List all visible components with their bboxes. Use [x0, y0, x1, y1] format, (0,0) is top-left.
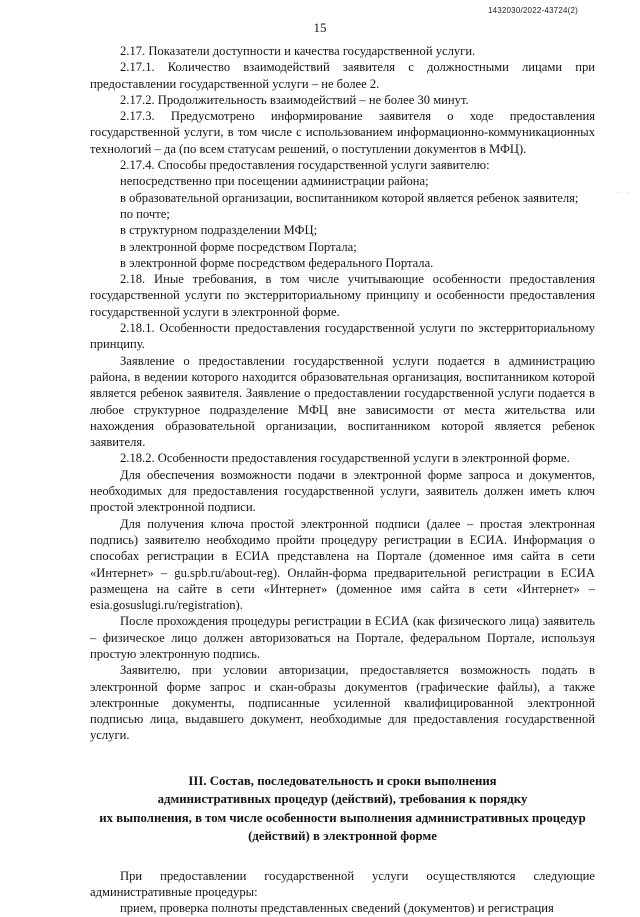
section-heading [90, 772, 595, 846]
paragraph-text: Заявление о предоставлении государственной услуги подается в администрацию района, в ведении которого находится образовательная организация, воспитанником которой является ребенок заявителя. Заявление о предоставлении государственной услуги подается в любое структурное подразделение МФЦ вне зависимости от места жительства или нахождения образовательной организации, воспитанником которой является ребенок заявителя. [90, 353, 595, 450]
margin-mark: ·· · [615, 188, 630, 197]
heading-line: их выполнения, в том числе особенности выполнения административных процедур [99, 810, 586, 825]
list-item: непосредственно при посещении администрации района; [120, 174, 429, 189]
paragraph-text: Для получения ключа простой электронной подписи (далее – простая электронная подпись) заявителю необходимо пройти процедуру регистрации в ЕСИА. Информация о способах регистрации в ЕСИА представлена на Портале (доменное имя сайта в сети «Интернет» – gu.spb.ru/about-reg). Онлайн-форма предварительной регистрации в ЕСИА размещена на сайте в сети «Интернет» (доменное имя сайта в сети «Интернет» – esia.gosuslugi.ru/registration). [90, 516, 595, 613]
paragraph-text: Для обеспечения возможности подачи в электронной форме запроса и документов, необходимых для предоставления государственной услуги, заявитель должен иметь ключ простой электронной подписи. [90, 467, 595, 515]
document-body [90, 43, 595, 917]
paragraph-2-18: 2.18. Иные требования, в том числе учитывающие особенности предоставления государственной услуги по экстерриториальному принципу и особенности предоставления государственной услуги в электронной форме. [90, 272, 595, 319]
paragraph-2-18-1: 2.18.1. Особенности предоставления государственной услуги по экстерриториальному принципу. [90, 321, 595, 352]
paragraph-text: Заявителю, при условии авторизации, предоставляется возможность подать в электронной форме запрос и скан-образы документов (графические файлы), а также электронные документы, подписанные усиленной квалифицированной электронной подписью лица, выдавшего документ, необходимые для предоставления государственной услуги. [90, 663, 595, 743]
list-item: в электронной форме посредством федерального Портала. [120, 255, 434, 270]
paragraph-2-17-1: 2.17.1. Количество взаимодействий заявителя с должностными лицами при предоставлении государственной услуги – не более 2. [90, 60, 595, 91]
paragraph-text: При предоставлении государственной услуги осуществляются следующие административные процедуры: [90, 868, 595, 900]
paragraph-2-17-4: 2.17.4. Способы предоставления государственной услуги заявителю: [120, 158, 490, 173]
paragraph-text: прием, проверка полноты представленных сведений (документов) и регистрация [120, 901, 554, 916]
heading-line: административных процедур (действий), требования к порядку [157, 792, 528, 807]
paragraph-2-17-3: 2.17.3. Предусмотрено информирование заявителя о ходе предоставления государственной услуги, в том числе с использованием информационно-коммуникационных технологий – да (по всем статусам решений, о поступлении документов в МФЦ). [90, 109, 595, 156]
heading-line: III. Состав, последовательность и сроки выполнения [188, 773, 497, 788]
list-item: в структурном подразделении МФЦ; [120, 223, 318, 238]
list-item: в электронной форме посредством Портала; [120, 239, 357, 254]
document-id: 1432030/2022-43724(2) [487, 6, 578, 15]
page-number: 15 [313, 20, 327, 35]
paragraph-2-17: 2.17. Показатели доступности и качества государственной услуги. [120, 44, 476, 58]
list-item: по почте; [120, 206, 170, 221]
list-item: в образовательной организации, воспитанником которой является ребенок заявителя; [120, 190, 579, 205]
heading-line: (действий) в электронной форме [248, 829, 437, 844]
paragraph-text: После прохождения процедуры регистрации в ЕСИА (как физического лица) заявитель – физическое лицо должен авторизоваться на Портале, федеральном Портале, используя простую электронную подпись. [90, 614, 595, 661]
paragraph-2-18-2: 2.18.2. Особенности предоставления государственной услуги в электронной форме. [120, 451, 570, 466]
paragraph-2-17-2: 2.17.2. Продолжительность взаимодействий – не более 30 минут. [120, 92, 469, 107]
